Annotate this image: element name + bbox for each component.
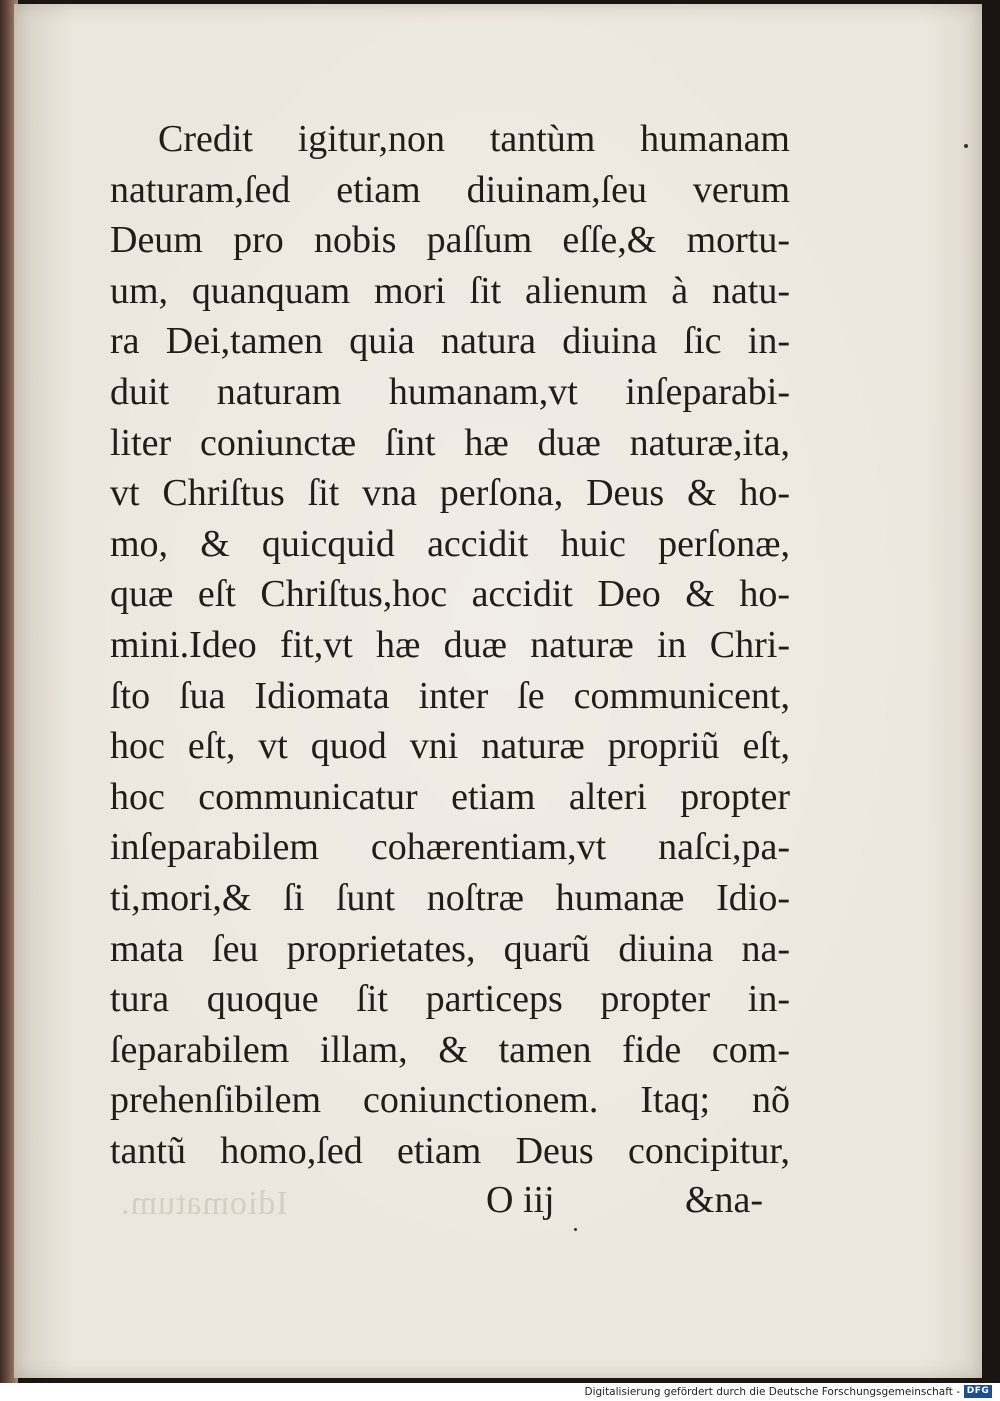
- funding-credit: Digitalisierung gefördert durch die Deutsche Forschungsgemeinschaft -: [584, 1386, 960, 1398]
- dfg-logo: DFG: [964, 1385, 992, 1398]
- text-line: ſeparabilem illam, & tamen fide com-: [110, 1028, 790, 1071]
- text-line: Credit igitur,non tantùm humanam: [158, 118, 790, 160]
- text-line: ti,mori,& ſi ſunt noſtræ humanæ Idio-: [110, 876, 790, 919]
- text-line: mini.Ideo fit,vt hæ duæ naturæ in Chri-: [110, 623, 790, 666]
- ink-speck: [574, 1228, 577, 1231]
- text-line: inſeparabilem cohærentiam,vt naſci,pa-: [110, 826, 790, 869]
- credit-bar: [0, 1383, 1000, 1401]
- bleed-through-text: Idiomatum.: [120, 1185, 288, 1222]
- text-line: ſto ſua Idiomata inter ſe communicent,: [110, 674, 790, 717]
- text-line: liter coniunctæ ſint hæ duæ naturæ,ita,: [110, 421, 790, 464]
- text-line: prehenſibilem coniunctionem. Itaq; nõ: [110, 1079, 790, 1122]
- body-text: [110, 114, 790, 1176]
- ink-speck: [964, 144, 968, 148]
- text-line: quæ eſt Chriſtus,hoc accidit Deo & ho-: [110, 573, 790, 616]
- text-line: Deum pro nobis paſſum eſſe,& mortu-: [110, 219, 790, 262]
- text-line: hoc communicatur etiam alteri propter: [110, 775, 790, 818]
- text-line: tura quoque ſit particeps propter in-: [110, 978, 790, 1021]
- text-line: tantũ homo,ſed etiam Deus concipitur,: [110, 1129, 790, 1172]
- text-line: hoc eſt, vt quod vni naturæ propriũ eſt,: [110, 725, 790, 768]
- text-line: naturam,ſed etiam diuinam,ſeu verum: [110, 168, 790, 211]
- signature-mark: O iij: [486, 1179, 555, 1221]
- text-line: duit naturam humanam,vt inſeparabi-: [110, 370, 790, 413]
- text-line: mata ſeu proprietates, quarũ diuina na-: [110, 927, 790, 970]
- text-line: mo, & quicquid accidit huic perſonæ,: [110, 522, 790, 565]
- text-line: vt Chriſtus ſit vna perſona, Deus & ho-: [110, 472, 790, 515]
- book-page: [14, 4, 982, 1378]
- catchword: &na-: [685, 1179, 764, 1221]
- text-line: um, quanquam mori ſit alienum à natu-: [110, 269, 790, 312]
- page-footer: [110, 1174, 790, 1226]
- text-line: ra Dei,tamen quia natura diuina ſic in-: [110, 320, 790, 363]
